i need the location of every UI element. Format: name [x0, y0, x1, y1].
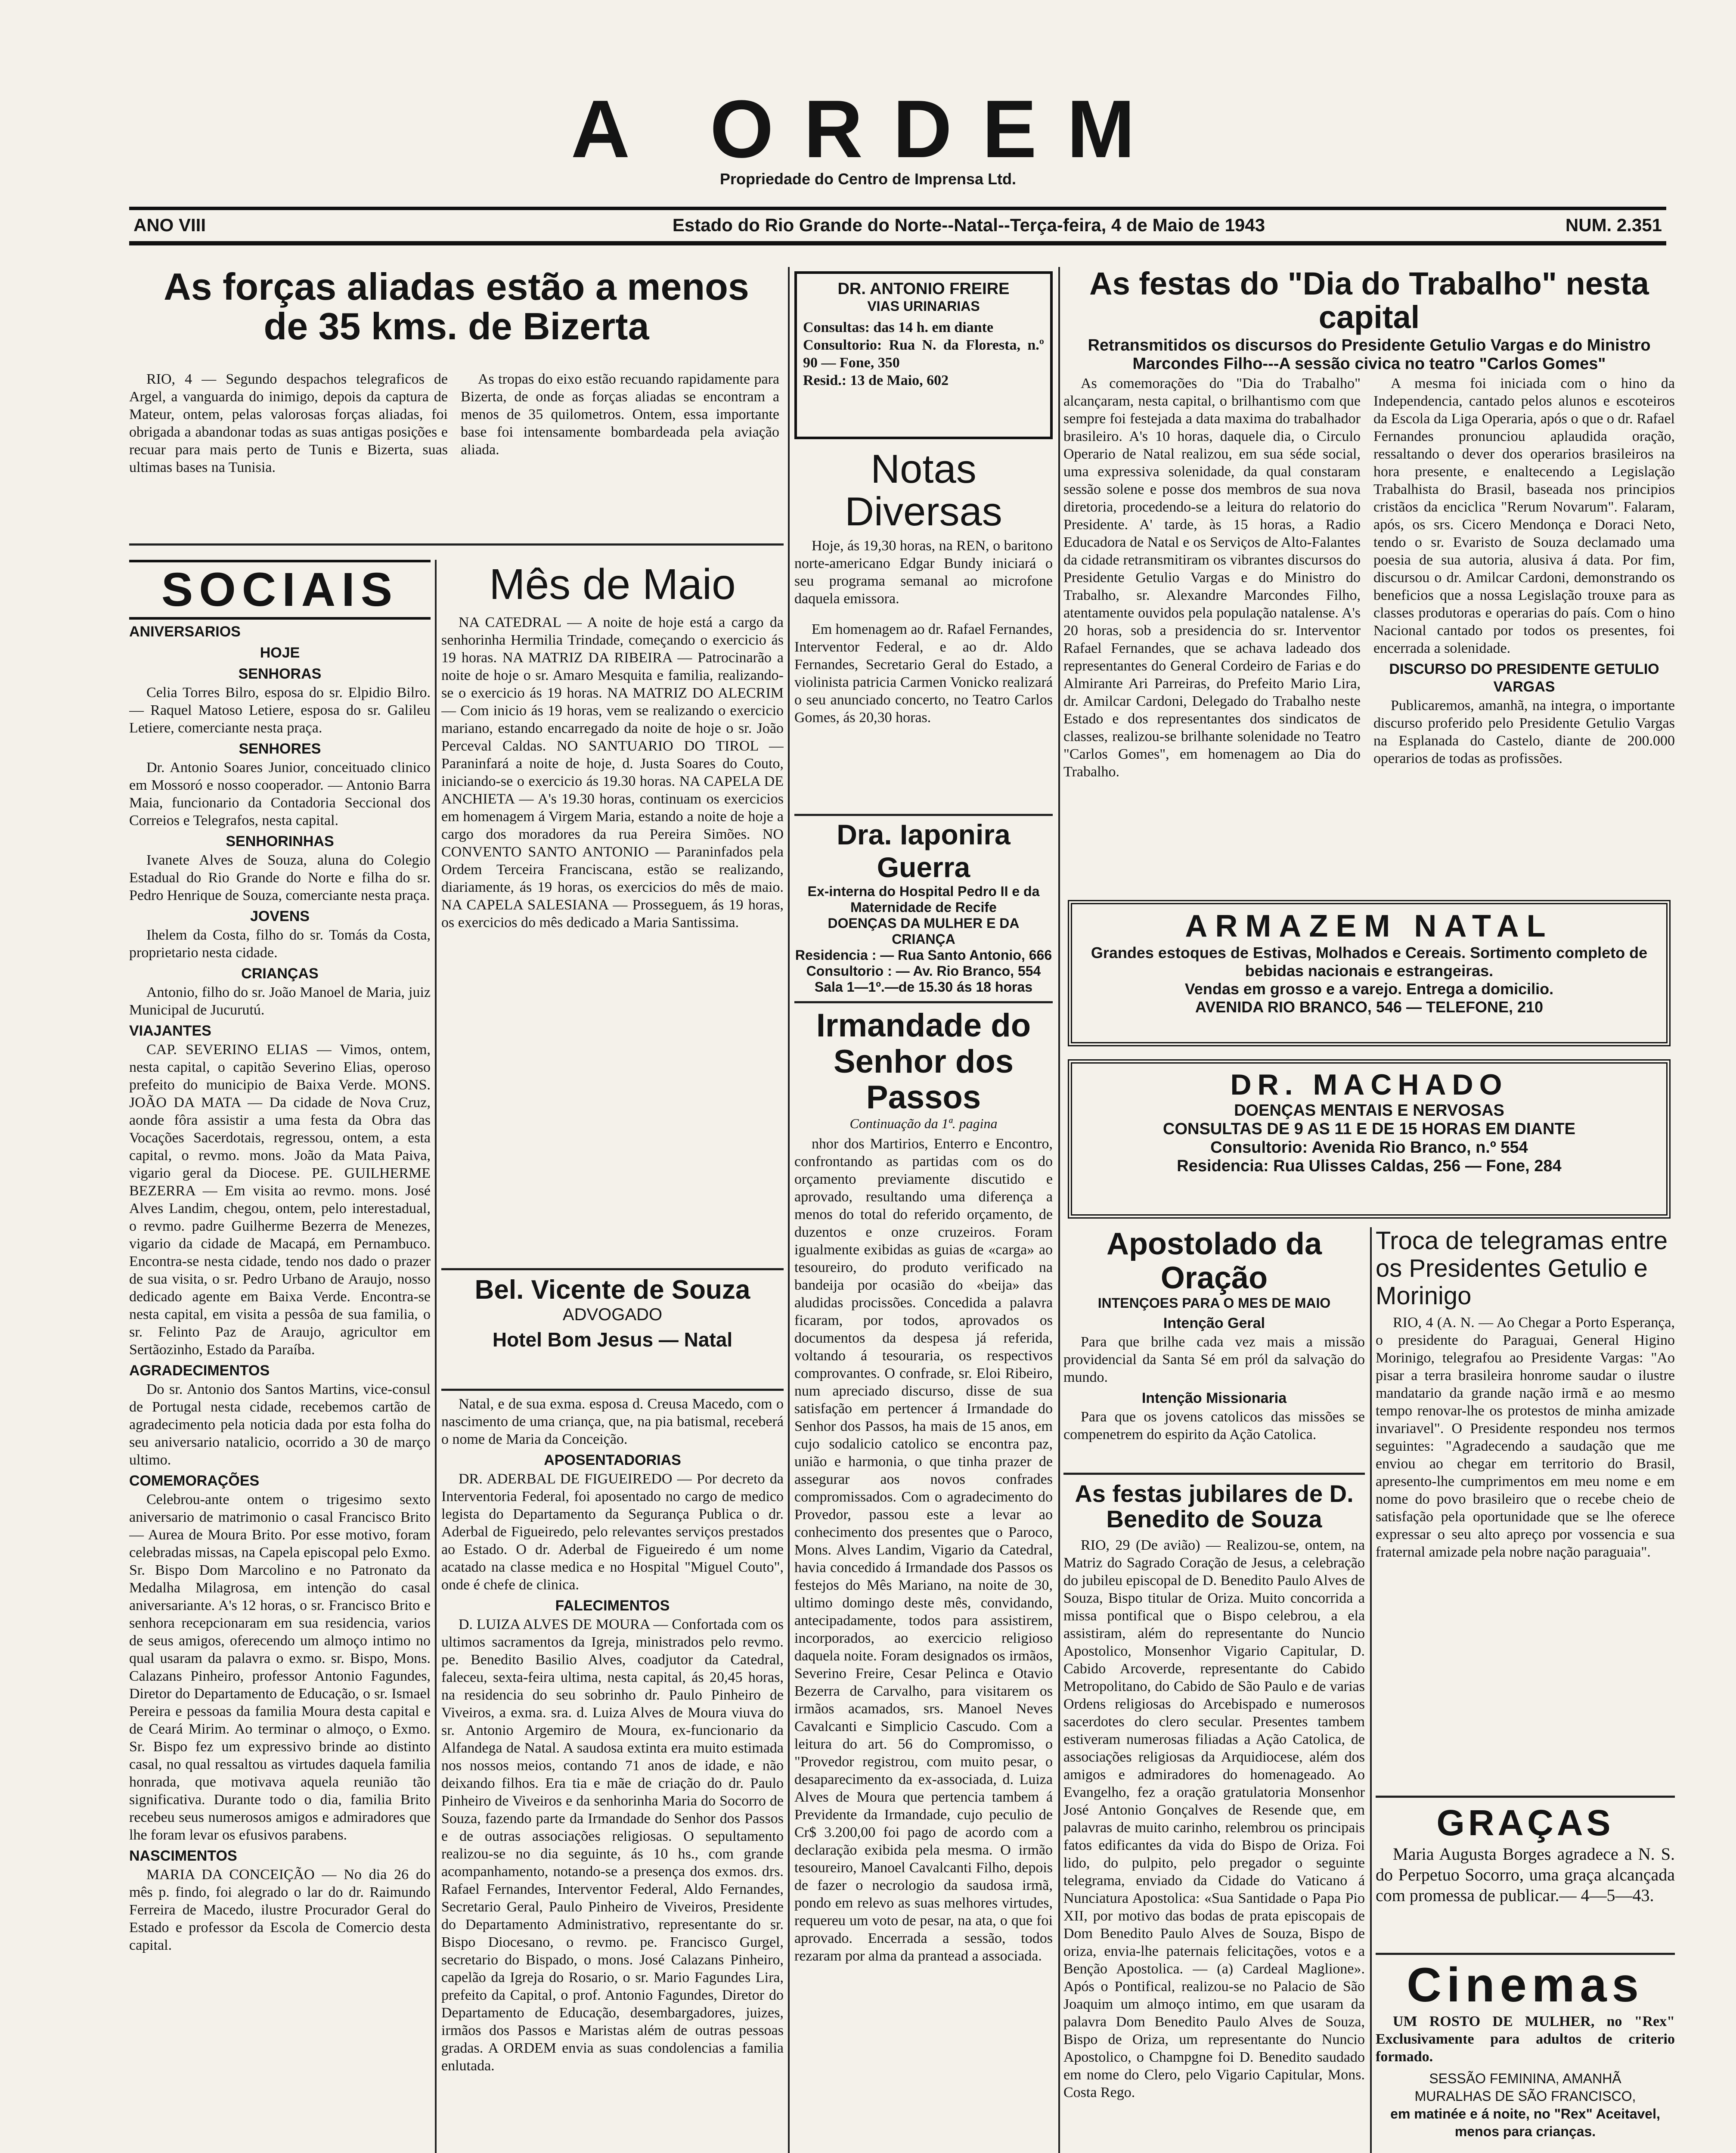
col3-extra — [441, 1395, 784, 2153]
machado-l1: DOENÇAS MENTAIS E NERVOSAS — [1234, 1101, 1504, 1120]
armazem-ad — [1068, 900, 1671, 1046]
col3-falec-text: D. LUIZA ALVES DE MOURA — Confortada com os ultimos sacramentos da Igreja, ministrados pelo revmo. pe. Benedito Basilio Alves, coadjutor da Catedral, faleceu, sexta-feira ultima, nesta capital, ás 20,45 horas, na residencia do seu sobrinho dr. Paulo Pinheiro de Viveiros, a exma. sra. d. Luiza Alves de Moura viuva do sr. Antonio Argemiro de Moura, ex-funcionario da Alfandega de Natal. A saudosa extinta era muito estimada nos nossos meios, contando 71 anos de idade, e não deixando filhos. Era tia e mãe de criação do dr. Paulo Pinheiro de Viveiros e da senhorinha Maria do Socorro de Souza, fazendo parte da Irmandade do Senhor dos Passos e de outras associações religiosas. O sepultamento realizou-se no dia seguinte, ás 10 hs., com grande acompanhamento, notando-se a presença dos exmos. drs. Rafael Fernandes, Interventor Federal, Aldo Fernandes, Secretario Geral, Paulo Pinheiro de Viveiros, Presidente do Departamento Administrativo, representante do sr. Bispo Diocesano, o revmo. pe. Francisco Gurgel, secretario do Bispado, o mons. José Calazans Pinheiro, capelão da Igreja do Rosario, o sr. Mario Fagundes Lira, prefeito da Capital, o prof. Antonio Fagundes, Diretor do Departamento de Educação, desembargadores, juizes, irmãos dos Passos e Maristas além de outras pessoas gradas. A ORDEM envia as suas condolencias a familia enlutada. — [441, 1616, 784, 2074]
doctor-freire-name: DR. ANTONIO FREIRE — [837, 280, 1010, 298]
festas-headline: As festas do "Dia do Trabalho" nesta capital — [1089, 267, 1649, 335]
iaponira-rule — [794, 1001, 1053, 1003]
armazem-l3: AVENIDA RIO BRANCO, 546 — TELEFONE, 210 — [1195, 998, 1544, 1016]
cinemas-body — [1376, 2013, 1675, 2141]
armazem-title: ARMAZEM NATAL — [1185, 909, 1553, 943]
mes-maio-title: Mês de Maio — [489, 560, 736, 608]
telegramas-text: RIO, 4 (A. N. — Ao Chegar a Porto Esperança, o presidente do Paraguai, General Higino Morinigo, telegrafou ao Presidente Vargas: "Ao pisar a terra brasileira honrome saudar o ilustre mandatario da grande nação irmã e ao mesmo tempo renovar-lhe os protestos de minha amizade invariavel". O Presidente respondeu nos termos seguintes: "Agradecendo a saudação que me enviou ao chegar em territorio do Brasil, apresento-lhe cumprimentos em meu nome e em nome do povo brasileiro que o recebe cheio de satisfação pela oportunidade que se lhe oferece expressar o seu alto apreço por vossencia e sua fraternal amizade pela nobre nação paraguaia". — [1376, 1315, 1675, 1560]
telegramas-body — [1376, 1314, 1675, 1561]
vicente-rule — [441, 1389, 784, 1391]
col-rule-1 — [435, 560, 437, 2153]
apostolado-rule — [1063, 1473, 1365, 1475]
col-rule-2 — [788, 267, 790, 2153]
notas-body — [794, 537, 1053, 726]
apostolado-body — [1063, 1315, 1365, 1443]
doctor-freire-l2: Consultorio: Rua N. da Floresta, n.º 90 — Fone, 350 — [803, 337, 1044, 371]
sociais-jovens-text: Ihelem da Costa, filho do sr. Tomás da Costa, proprietario nesta cidade. — [129, 927, 431, 961]
lead-col-2 — [461, 370, 779, 460]
col3-apos-text: DR. ADERBAL DE FIGUEIREDO — Por decreto da Interventoria Federal, foi aposentado no cargo de medico legista do Departamento da Segurança Publica o dr. Aderbal de Figueiredo, pelo relevantes serviços prestados ao Estado. O dr. Aderbal de Figueiredo é um nome acatado na classe medica e no Hospital "Miguel Couto", onde é chefe de clinica. — [441, 1471, 784, 1593]
gracas-text: Maria Augusta Borges agradece a N. S. do Perpetuo Socorro, uma graça alcançada com promessa de publicar.— 4—5—43. — [1376, 1844, 1675, 1905]
sociais-title: SOCIAIS — [129, 560, 431, 620]
sociais-body — [129, 623, 431, 1954]
apostolado-im-text: Para que os jovens catolicos das missões se compenetrem do espirito da Ação Catolica. — [1063, 1409, 1365, 1443]
sociais-senhorinhas-text: Ivanete Alves de Souza, aluna do Colegio Estadual do Rio Grande do Norte e filha do sr. Pedro Henrique de Souza, comerciante nesta praça. — [129, 852, 431, 903]
mes-maio-rule — [441, 1268, 784, 1270]
machado-l3: Consultorio: Avenida Rio Branco, n.º 554 — [1210, 1139, 1528, 1157]
machado-l2: CONSULTAS DE 9 AS 11 E DE 15 HORAS EM DIANTE — [1163, 1120, 1575, 1138]
vicente-place: Hotel Bom Jesus — Natal — [492, 1328, 733, 1351]
apostolado-article — [1063, 1227, 1365, 1468]
festas-col-1-text: As comemorações do "Dia do Trabalho" alcançaram, nesta capital, o brilhantismo com que sempre foi festejada a data maxima do trabalhador brasileiro. A's 10 horas, daquele dia, o Circulo Operario de Natal realizou, em sua séde social, uma expressiva solenidade, da qual constaram sessão solene e posse dos membros de sua nova diretoria, procedendo-se a leitura do relatorio do Presidente. A' tarde, às 15 horas, a Radio Educadora de Natal e os Serviços de Alto-Falantes da cidade retransmitiram os vibrantes discursos do Presidente Getulio Vargas e do Ministro do Trabalho, sr. Alexandre Marcondes Filho, atentamente ouvidos pela população natalense. A's 20 horas, sob a presidencia do sr. Interventor Rafael Fernandes, que se achava ladeado dos representantes do General Cordeiro de Farias e do Almirante Ari Parreiras, do Prefeito Mario Lira, dr. Amilcar Cardoni, Delegado do Trabalho neste Estado e dos representantes dos sindicatos de classes, realizou-se brilhante solenidade no Teatro "Carlos Gomes", em homenagem ao Dia do Trabalho. — [1063, 375, 1361, 780]
jubileu-body — [1063, 1536, 1365, 2101]
sociais-hoje: HOJE — [260, 645, 300, 661]
notas-rule — [794, 814, 1053, 816]
sociais-comem: COMEMORAÇÕES — [129, 1473, 260, 1489]
apostolado-im: Intenção Missionaria — [1141, 1390, 1287, 1407]
sociais-nasc-text: MARIA DA CONCEIÇÃO — No dia 26 do mês p. findo, foi alegrado o lar do dr. Raimundo Ferreira de Macedo, ilustre Procurador Geral do Estado e professor da Escola de Comercio desta capital. — [129, 1867, 431, 1953]
jubileu-text: RIO, 29 (De avião) — Realizou-se, ontem, na Matriz do Sagrado Coração de Jesus, a celebração do jubileu episcopal de D. Benedito Paulo Alves de Souza, Bispo titular de Oriza. Muito concorrida a missa pontifical que o Bispo celebrou, a ela assistiram, além do representante do Nuncio Apostolico, Monsenhor Vigario Capitular, D. Cabido Arcoverde, representante do Cabido Metropolitano, do Cabido de São Paulo e de varias Ordens religiosas do Arcebispado e numerosos sacerdotes do clero secular. Presentes tambem estiveram numerosas filiadas a Ação Catolica, de associações religiosas da Arquidiocese, além dos amigos e admiradores do homenageado. Ao Evangelho, fez a oração gratulatoria Monsenhor José Antonio Gonçalves de Resende que, em palavras de muito carinho, relembrou os principais fatos edificantes da vida do Bispo de Oriza. Foi lido, do pulpito, pelo pregador o seguinte telegrama, enviado da Cidade do Vaticano á Nunciatura Apostolica: «Sua Santidade o Papa Pio XII, por motivo das bodas de prata episcopais de Dom Benedito Paulo Alves de Souza, Bispo de oriza, envia-lhe paternais felicitações, votos e a Benção Apostolica. — (a) Cardeal Maglione». Após o Pontifical, realizou-se no Palacio de São Joaquim um almoço intimo, em que usaram da palavra Dom Benedito Paulo Alves de Souza, Bispo de Oriza, um representante do Nuncio Apostolico, o Champgne foi D. Benedito saudado em nome do Clero, pelo Vigario Capitular, Mons. Costa Rego. — [1063, 1537, 1365, 2100]
col3-falec: FALECIMENTOS — [555, 1598, 670, 1614]
iaponira-l4: Consultorio : — Av. Rio Branco, 554 — [806, 963, 1041, 979]
telegramas-article — [1376, 1227, 1675, 1791]
telegramas-rule — [1376, 1796, 1675, 1798]
cinemas-l4: em matinée e á noite, no "Rex" Aceitavel, menos para crianças. — [1390, 2106, 1660, 2139]
doctor-freire-specialty: VIAS URINARIAS — [867, 298, 980, 314]
armazem-l2: Vendas em grosso e a varejo. Entrega a domicilio. — [1184, 980, 1554, 998]
sociais-senhores-text: Dr. Antonio Soares Junior, conceituado clinico em Mossoró e nosso cooperador. — Antonio Barra Maia, funcionario da Contadoria Seccional dos Correios e Telegrafos, nesta capital. — [129, 760, 431, 828]
sociais-column — [129, 560, 431, 2153]
gracas-rule — [1376, 1953, 1675, 1955]
sociais-senhoras: SENHORAS — [238, 666, 322, 682]
festas-col-1 — [1063, 375, 1361, 782]
machado-ad — [1068, 1059, 1671, 1219]
festas-speech-head: DISCURSO DO PRESIDENTE GETULIO VARGAS — [1389, 661, 1659, 695]
col-rule-3 — [1058, 267, 1060, 2153]
gracas-title: GRAÇAS — [1436, 1802, 1614, 1843]
cinemas-l2: SESSÃO FEMININA, AMANHÃ — [1429, 2071, 1621, 2086]
irmandade-text: nhor dos Martirios, Enterro e Encontro, confrontando as partidas com os do orçamento previamente discutido e aprovado, resultando uma diferença a menos do total do referido orçamento, de duzentos e onze cruzeiros. Foram igualmente exibidas as guias de «carga» ao tesoureiro, do produto verificado na bandeija por ocasião do «beija» das aludidas procissões. Concedida a palavra ficaram, por todos, aprovados os documentos da despesa já referida, voltando á tesouraria, os respectivos comprovantes. O confrade, sr. Eloi Ribeiro, num apreciado discurso, disse de sua satisfação em pertencer á Irmandade do Senhor dos Passos, ha mais de 15 anos, em cujo sodalicio catolico se encontra paz, união e harmonia, o que tinha prazer de assegurar aos novos confrades compromissados. Com o agradecimento do Provedor, passou este a levar ao conhecimento dos presentes que o Paroco, Mons. Alves Landim, Vigario da Catedral, havia concedido á Irmandade dos Passos os festejos do Mês Mariano, na noite de 30, ultimo domingo deste mês, convidando, antecipadamente, todos para assistirem, incorporados, ao exercicio religioso daquela noite. Foram designados os irmãos, Severino Freire, Cesar Pelinca e Otavio Bezerra de Carvalho, para visitarem os irmãos acamados, srs. Manoel Neves Cavalcanti e Simplicio Cascudo. Com a leitura do art. 56 do Compromisso, o "Provedor registrou, com muito pesar, o desaparecimento da ex-associada, d. Luiza Alves de Moura que pertencia tambem á Previdente da Irmandade, cujo peculio de Cr$ 3.200,00 foi pago de acordo com a declaração exibida pela mesma. O irmão tesoureiro, Manoel Cavalcanti Filho, depois de fazer o necrologio da saudosa irmã, pondo em relevo as suas melhores virtudes, requereu um voto de pesar, na ata, o que foi aprovado. Encerrada a sessão, todos rezaram por alma da prantead a associada. — [794, 1135, 1053, 1964]
doctor-freire-l3: Resid.: 13 de Maio, 602 — [803, 372, 949, 388]
irmandade-article — [794, 1008, 1053, 2153]
apostolado-sub: INTENÇOES PARA O MES DE MAIO — [1097, 1295, 1331, 1311]
lead-col-2-text: As tropas do eixo estão recuando rapidamente para Bizerta, de onde as forças aliadas se encontram a menos de 35 quilometros. Ontem, essa importante base foi intensamente bombardeada pela aviação aliada. — [461, 371, 779, 458]
apostolado-title: Apostolado da Oração — [1107, 1227, 1322, 1296]
mes-maio-article — [441, 560, 784, 1262]
mes-maio-body — [441, 614, 784, 931]
festas-speech-text: Publicaremos, amanhã, na integra, o importante discurso proferido pelo Presidente Getulio Vargas na Esplanada do Castelo, diante de 200.000 operarios de todas as profissões. — [1373, 698, 1675, 766]
apostolado-ig-text: Para que brilhe cada vez mais a missão providencial da Santa Sé em pról da salvação do mundo. — [1063, 1334, 1365, 1386]
notas-p2: Em homenagem ao dr. Rafael Fernandes, Interventor Federal, e ao dr. Aldo Fernandes, Secretario Geral do Estado, a violinista patricia Carmen Vonicko realizará o seu anunciado concerto, no Teatro Carlos Gomes, ás 20,30 horas. — [794, 621, 1053, 726]
machado-title: DR. MACHADO — [1230, 1068, 1508, 1101]
telegramas-title: Troca de telegramas entre os Presidentes Getulio e Morinigo — [1376, 1227, 1668, 1310]
issue-number: NUM. 2.351 — [1565, 215, 1662, 235]
iaponira-ad — [794, 818, 1053, 999]
gracas-notice — [1376, 1802, 1675, 1948]
mes-maio-text: NA CATEDRAL — A noite de hoje está a cargo da senhorinha Hermilia Trindade, começando o exercicio ás 19 horas. NA MATRIZ DA RIBEIRA — Patrocinarão a noite de hoje o sr. Amaro Mesquita e familia, realizando-se o exercicio ás 19 horas. NA MATRIZ DO ALECRIM — Com inicio ás 19 horas, vem se realizando o exercicio mariano, estando encarregado da noite de hoje o sr. João Perceval Caldas. NO SANTUARIO DO TIROL — Paraninfará a noite de hoje, d. Justa Soares do Couto, iniciando-se o exercicio ás 19.30 horas. NA CAPELA DE ANCHIETA — A's 19.30 horas, continuam os exercicios em homenagem á Virgem Maria, estando a noite de hoje a cargo dos moradores da rua Pereira Simões. NO CONVENTO SANTO ANTONIO — Paraninfados pela Ordem Terceira Franciscana, estão se realizando, diariamente, ás 19 horas, os exercicios do mês de maio. NA CAPELA SALESIANA — Prosseguem, ás 19 horas, os exercicios do mês dedicado a Maria Santissima. — [441, 614, 784, 931]
sociais-senhoras-text: Celia Torres Bilro, esposa do sr. Elpidio Bilro. — Raquel Matoso Letiere, esposa do sr. Galileu Letiere, comerciante nesta praça. — [129, 685, 431, 736]
col3-intro: Natal, e de sua exma. esposa d. Creusa Macedo, com o nascimento de uma criança, que, na pia batismal, receberá o nome de Maria da Conceição. — [441, 1396, 784, 1447]
lead-rule — [129, 543, 784, 546]
volume-label: ANO VIII — [133, 215, 206, 235]
dateline-text: Estado do Rio Grande do Norte--Natal--Terça-feira, 4 de Maio de 1943 — [672, 215, 1265, 235]
iaponira-l5: Sala 1—1º.—de 15.30 ás 18 horas — [814, 979, 1033, 995]
vicente-ad — [441, 1275, 784, 1387]
lead-col-1 — [129, 370, 448, 478]
jubileu-article — [1063, 1481, 1365, 2153]
doctor-freire-l1: Consultas: das 14 h. em diante — [803, 320, 994, 335]
sociais-senhores: SENHORES — [239, 741, 321, 757]
notas-diversas — [794, 448, 1053, 810]
iaponira-l2: DOENÇAS DA MULHER E DA CRIANÇA — [828, 915, 1020, 947]
cinemas-title: Cinemas — [1407, 1958, 1644, 2012]
sociais-senhorinhas: SENHORINHAS — [226, 833, 334, 850]
col-rule-4 — [1370, 1227, 1372, 2153]
notas-title: Notas Diversas — [845, 448, 1002, 534]
vicente-role: ADVOGADO — [562, 1305, 663, 1324]
machado-l4: Residencia: Rua Ulisses Caldas, 256 — Fone, 284 — [1177, 1157, 1562, 1175]
sociais-agrad-text: Do sr. Antonio dos Santos Martins, vice-consul de Portugal nesta cidade, recebemos cartão de agradecimento pela noticia dada por esta folha do seu aniversario natalicio, ocorrido a 30 de março ultimo. — [129, 1381, 431, 1468]
cinemas-l1: UM ROSTO DE MULHER, no "Rex" Exclusivamente para adultos de criterio formado. — [1376, 2013, 1675, 2065]
vicente-name: Bel. Vicente de Souza — [474, 1275, 750, 1305]
irmandade-title: Irmandade do Senhor dos Passos — [816, 1008, 1031, 1116]
iaponira-name: Dra. Iaponira Guerra — [837, 819, 1011, 883]
sociais-jovens: JOVENS — [250, 908, 310, 924]
sociais-comem-text: Celebrou-ante ontem o trigesimo sexto aniversario de matrimonio o casal Francisco Brito — Aurea de Moura Brito. Por esse motivo, foram celebradas missas, na Capela episcopal pelo Exmo. Sr. Bispo Dom Marcolino e no Patronato da Medalha Milagrosa, em intenção do casal aniversariante. A's 12 horas, o sr. Francisco Brito e senhora recepcionaram em sua residencia, varios de seus amigos, oferecendo um almoço intimo no qual usaram da palavra o exmo. sr. Bispo, Mons. Calazans Pinheiro, professor Antonio Fagundes, Diretor do Departamento de Educação, o sr. Ismael Pereira e pessoas da familia Moura desta capital e de Ceará Mirim. Ao terminar o almoço, o Exmo. Sr. Bispo fez um expressivo brinde ao distinto casal, no qual ressaltou as virtudes daquela familia honrada, que motivava aquela reunião tão significativa. Durante todo o dia, familia Brito recebeu seus numerosos amigos e admiradores que lhe foram levar os efusivos parabens. — [129, 1492, 431, 1843]
festas-col-2 — [1373, 375, 1675, 769]
cinemas-notice — [1376, 1957, 1675, 2153]
col3-apos: APOSENTADORIAS — [544, 1452, 681, 1468]
sociais-viajantes-text: CAP. SEVERINO ELIAS — Vimos, ontem, nesta capital, o capitão Severino Elias, operoso prefeito do municipio de Baixa Verde. MONS. JOÃO DA MATA — Da cidade de Nova Cruz, aonde fôra assistir a uma festa da Obra das Vocações Sacerdotais, regressou, ontem, a esta capital, o revmo. mons. João da Mata Paiva, vigario geral da Diocese. PE. GUILHERME BEZERRA — Em visita ao revmo. mons. José Alves Landim, chegou, ontem, pelo interestadual, o revmo. padre Guilherme Bezerra de Menezes, vigario da cidade de Macapá, em Pernambuco. Encontra-se nesta cidade, tendo nos dado o prazer de sua visita, o sr. Pedro Urbano de Araujo, nosso dedicado agente em Baixa Verde. Encontra-se nesta capital, em visita a pessôa de sua familia, o sr. Felinto Paz de Araujo, agricultor em Sertãozinho, Estado da Paraíba. — [129, 1042, 431, 1358]
notas-p1: Hoje, ás 19,30 horas, na REN, o baritono norte-americano Edgar Bundy iniciará o seu programa semanal ao microfone daquela emissora. — [794, 538, 1053, 607]
irmandade-cont: Continuação da 1ª. pagina — [849, 1115, 998, 1131]
sociais-aniv: ANIVERSARIOS — [129, 624, 241, 640]
festas-col-2-text: A mesma foi iniciada com o hino da Independencia, cantado pelos alunos e escoteiros da Escola da Liga Operaria, após o que o dr. Rafael Fernandes pronunciou aplaudida oração, ressaltando o dever dos operarios brasileiros na hora presente, e enaltecendo a Legislação Trabalhista do Brasil, baseada nos principios cristãos da enciclica "Rerum Novarum". Falaram, após, os srs. Cicero Mendonça e Doraci Neto, tendo o sr. Evaristo de Souza declamado uma poesia de sua autoria, alusiva á data. Por fim, discursou o dr. Amilcar Cardoni, demonstrando os beneficios que a nossa Legislação trouxe para as classes produtoras e operarias do país. Com o hino Nacional cantado por todos os presentes, foi encerrada a solenidade. — [1373, 375, 1675, 656]
gracas-body — [1376, 1844, 1675, 1906]
jubileu-title: As festas jubilares de D. Benedito de Souza — [1075, 1481, 1354, 1533]
lead-headline: As forças aliadas estão a menos de 35 kms. de Bizerta — [164, 267, 749, 348]
lead-article — [129, 267, 784, 538]
sociais-nasc: NASCIMENTOS — [129, 1848, 237, 1864]
irmandade-body — [794, 1135, 1053, 1965]
iaponira-l3: Residencia : — Rua Santo Antonio, 666 — [795, 947, 1052, 963]
armazem-l1: Grandes estoques de Estivas, Molhados e Cereais. Sortimento completo de bebidas nacionais e estrangeiras. — [1091, 944, 1648, 980]
festas-subtitle: Retransmitidos os discursos do Presidente Getulio Vargas e do Ministro Marcondes Filho---A sessão civica no teatro "Carlos Gomes" — [1088, 336, 1651, 373]
sociais-agrad: AGRADECIMENTOS — [129, 1362, 270, 1379]
sociais-criancas: CRIANÇAS — [241, 965, 319, 982]
sociais-viajantes: VIAJANTES — [129, 1023, 211, 1039]
sociais-criancas-text: Antonio, filho do sr. João Manoel de Maria, juiz Municipal de Jucurutú. — [129, 984, 431, 1018]
lead-col-1-text: RIO, 4 — Segundo despachos telegraficos de Argel, a vanguarda do inimigo, depois da captura de Mateur, ontem, pelas valorosas forças aliadas, foi obrigada a abandonar todas as suas antigas posições e recuar para mais perto de Tunis e Bizerta, suas ultimas bases na Tunisia. — [129, 371, 448, 475]
masthead-title: A ORDEM — [570, 86, 1166, 172]
festas-article — [1063, 267, 1675, 1008]
iaponira-l1: Ex-interna do Hospital Pedro II e da Maternidade de Recife — [807, 884, 1040, 915]
apostolado-ig: Intenção Geral — [1163, 1315, 1265, 1332]
doctor-freire-ad — [794, 271, 1053, 439]
cinemas-l3: MURALHAS DE SÃO FRANCISCO, — [1414, 2088, 1636, 2104]
masthead-owner: Propriedade do Centro de Imprensa Ltd. — [719, 170, 1017, 188]
dateline-bar — [129, 207, 1666, 245]
